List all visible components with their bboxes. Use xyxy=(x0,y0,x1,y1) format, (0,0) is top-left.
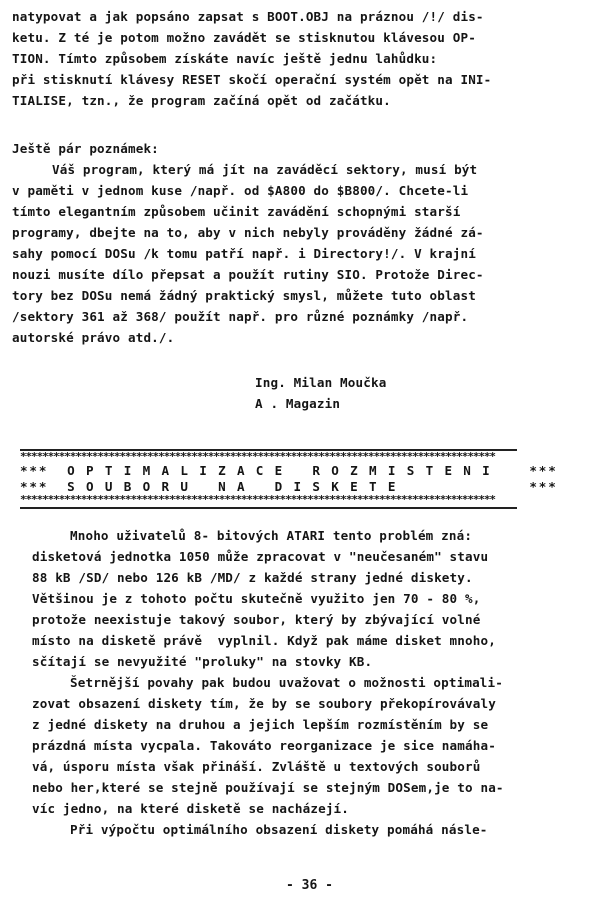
text-line: tory bez DOSu nemá žádný praktický smysl, můžete tuto oblast xyxy=(12,288,476,303)
text-line: disketová jednotka 1050 může zpracovat v "neučesaném" stavu xyxy=(32,549,489,564)
notes-heading: Ještě pár poznámek: xyxy=(12,141,159,156)
banner-title-line-2: *** S O U B O R U N A D I S K E T E *** xyxy=(20,479,558,494)
page-number: - 36 - xyxy=(286,878,333,893)
text-line: prázdná místa vycpala. Takováto reorganizace je sice namáha- xyxy=(32,738,496,753)
text-line: ketu. Z té je potom možno zavádět se stisknutou klávesou OP- xyxy=(12,30,476,45)
text-line: vá, úsporu místa však přináší. Zvláště u textových souborů xyxy=(32,759,481,774)
text-line: při stisknutí klávesy RESET skočí operační systém opět na INI- xyxy=(12,72,492,87)
text-line: Šetrnější povahy pak budou uvažovat o možnosti optimali- xyxy=(70,675,503,690)
text-line: Při výpočtu optimálního obsazení diskety pomáhá násle- xyxy=(70,822,488,837)
publication-name: A . Magazin xyxy=(255,396,341,411)
text-line: tímto elegantním způsobem učinit zavádění schopnými starší xyxy=(12,204,461,219)
text-line: Většinou je z tohoto počtu skutečně využito jen 70 - 80 %, xyxy=(32,591,481,606)
text-line: TION. Tímto způsobem získáte navíc ještě jednu lahůdku: xyxy=(12,51,438,66)
section-banner xyxy=(20,449,558,513)
text-line: protože neexistuje takový soubor, který by zbývající volné xyxy=(32,612,481,627)
text-line: /sektory 361 až 368/ použít např. pro různé poznámky /např. xyxy=(12,309,469,324)
author-name: Ing. Milan Moučka xyxy=(255,375,387,390)
text-line: programy, dbejte na to, aby v nich nebyly prováděny žádné zá- xyxy=(12,225,484,240)
text-line: TIALISE, tzn., že program začíná opět od začátku. xyxy=(12,93,391,108)
banner-bottom-rule xyxy=(20,507,517,509)
text-line: autorské právo atd./. xyxy=(12,330,175,345)
text-line: nebo her,které se stejně používají se stejným DOSem,je to na- xyxy=(32,780,504,795)
text-line: zovat obsazení diskety tím, že by se soubory překopírovávaly xyxy=(32,696,496,711)
text-line: Váš program, který má jít na zaváděcí sektory, musí být xyxy=(52,162,478,177)
banner-title-line-1: *** O P T I M A L I Z A C E R O Z M I S T E N I *** xyxy=(20,463,558,478)
banner-stars-top: ************************************************************************************** xyxy=(20,452,495,462)
text-line: víc jedno, na které disketě se nacházejí. xyxy=(32,801,350,816)
banner-stars-bottom: ************************************************************************************** xyxy=(20,495,495,505)
text-line: sčítají se nevyužité "proluky" na stovky KB. xyxy=(32,654,373,669)
banner-top-rule xyxy=(20,449,517,451)
text-line: místo na disketě právě vyplnil. Když pak máme disket mnoho, xyxy=(32,633,496,648)
text-line: Mnoho uživatelů 8- bitových ATARI tento problém zná: xyxy=(70,528,473,543)
text-line: natypovat a jak popsáno zapsat s BOOT.OBJ na práznou /!/ dis- xyxy=(12,9,484,24)
text-line: nouzi musíte dílo přepsat a použít rutiny SIO. Protože Direc- xyxy=(12,267,484,282)
text-line: 88 kB /SD/ nebo 126 kB /MD/ z každé strany jedné diskety. xyxy=(32,570,473,585)
text-line: v paměti v jednom kuse /např. od $A800 do $B800/. Chcete-li xyxy=(12,183,469,198)
text-line: sahy pomocí DOSu /k tomu patří např. i Directory!/. V krajní xyxy=(12,246,476,261)
text-line: z jedné diskety na druhou a jejich lepším rozmístěním by se xyxy=(32,717,489,732)
